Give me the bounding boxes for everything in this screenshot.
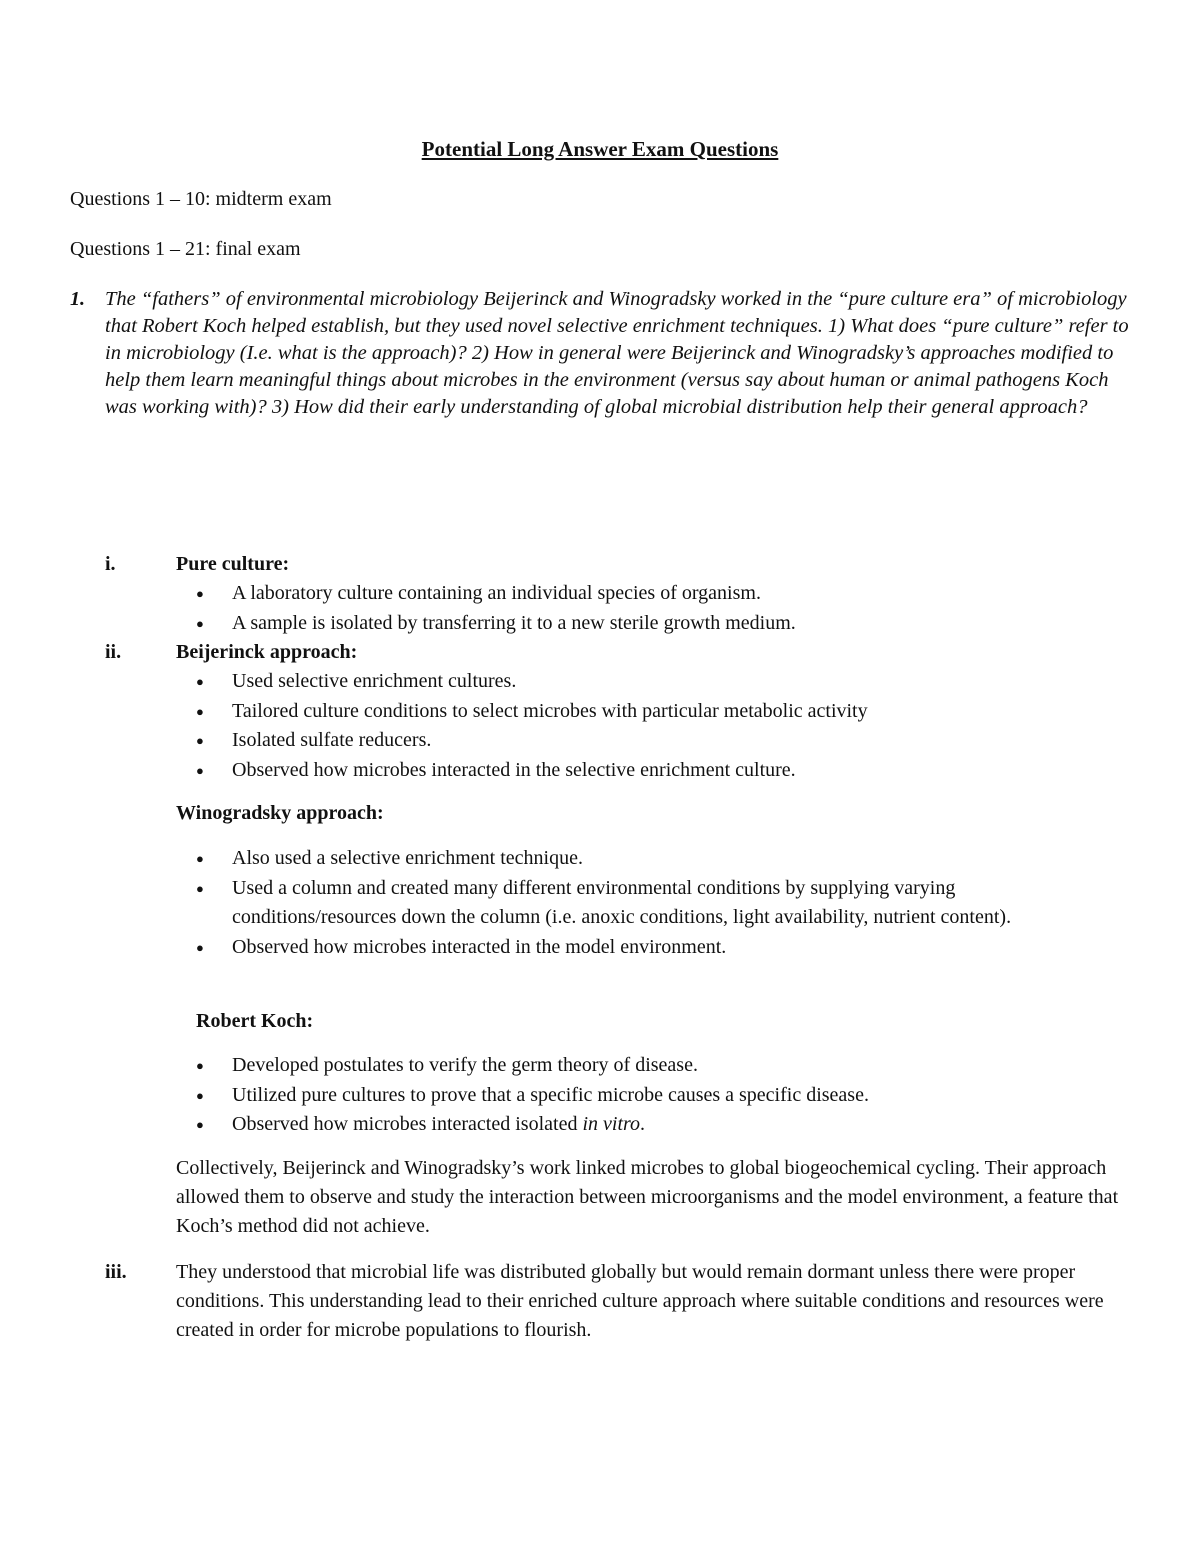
answer-numeral-iii: iii. <box>105 1261 127 1283</box>
answer-iii-paragraph: They understood that microbial life was distributed globally but would remain dormant unless there were proper conditions. This understanding lead to their enriched culture approach where suitable conditions and resources were created in order for microbe populations to flourish. <box>176 1261 1104 1341</box>
pure-culture-heading: Pure culture: <box>176 553 290 575</box>
summary-paragraph: Collectively, Beijerinck and Winogradsky’s work linked microbes to global biogeochemical cycling. Their approach allowed them to observe and study the interaction between microorganisms and the model environment, a feature that Koch’s method did not achieve. <box>176 1157 1119 1237</box>
answer-numeral-ii: ii. <box>105 641 122 663</box>
midterm-note: Questions 1 – 10: midterm exam <box>70 188 332 210</box>
in-vitro-term: in vitro <box>582 1113 641 1135</box>
koch-last-prefix: Observed how microbes interacted isolated <box>232 1113 583 1135</box>
final-note: Questions 1 – 21: final exam <box>70 238 301 260</box>
list-item: ● A laboratory culture containing an individual species of organism. <box>176 579 1106 609</box>
question-number: 1. <box>70 288 85 310</box>
beijerinck-list <box>176 667 1106 785</box>
list-item: ● A sample is isolated by transferring it to a new sterile growth medium. <box>176 609 1106 639</box>
list-item: ● Utilized pure cultures to prove that a specific microbe causes a specific disease. <box>176 1081 1106 1111</box>
list-item: ● Isolated sulfate reducers. <box>176 726 1106 756</box>
list-item <box>176 1110 1106 1140</box>
pure-culture-list <box>176 579 1106 638</box>
answer-numeral-i: i. <box>105 553 116 575</box>
list-item: ● Also used a selective enrichment technique. <box>176 844 1106 874</box>
beijerinck-heading: Beijerinck approach: <box>176 641 358 663</box>
page-title: Potential Long Answer Exam Questions <box>421 137 779 161</box>
koch-list <box>176 1051 1106 1140</box>
winogradsky-heading: Winogradsky approach: <box>176 802 384 824</box>
question-text: The “fathers” of environmental microbiology Beijerinck and Winogradsky worked in the “pure culture era” of microbiology that Robert Koch helped establish, but they used novel selective enrichment techniques. 1) What does “pure culture” refer to in microbiology (I.e. what is the approach)? 2) How in general were Beijerinck and Winogradsky’s approaches modified to help them learn meaningful things about microbes in the environment (versus say about human or animal pathogens Koch was working with)? 3) How did their early understanding of global microbial distribution help their general approach? <box>105 288 1129 418</box>
list-item: ● Developed postulates to verify the germ theory of disease. <box>176 1051 1106 1081</box>
winogradsky-list <box>176 844 1106 962</box>
koch-heading: Robert Koch: <box>196 1010 314 1032</box>
list-item: ● Observed how microbes interacted in the model environment. <box>176 933 1106 963</box>
koch-last-suffix: . <box>640 1113 646 1135</box>
list-item: ● Used selective enrichment cultures. <box>176 667 1106 697</box>
list-item: ● Used a column and created many different environmental conditions by supplying varying conditions/resources down the column (i.e. anoxic conditions, light availability, nutrient content). <box>176 874 1106 933</box>
list-item: ● Tailored culture conditions to select microbes with particular metabolic activity <box>176 697 1106 727</box>
list-item: ● Observed how microbes interacted in the selective enrichment culture. <box>176 756 1106 786</box>
